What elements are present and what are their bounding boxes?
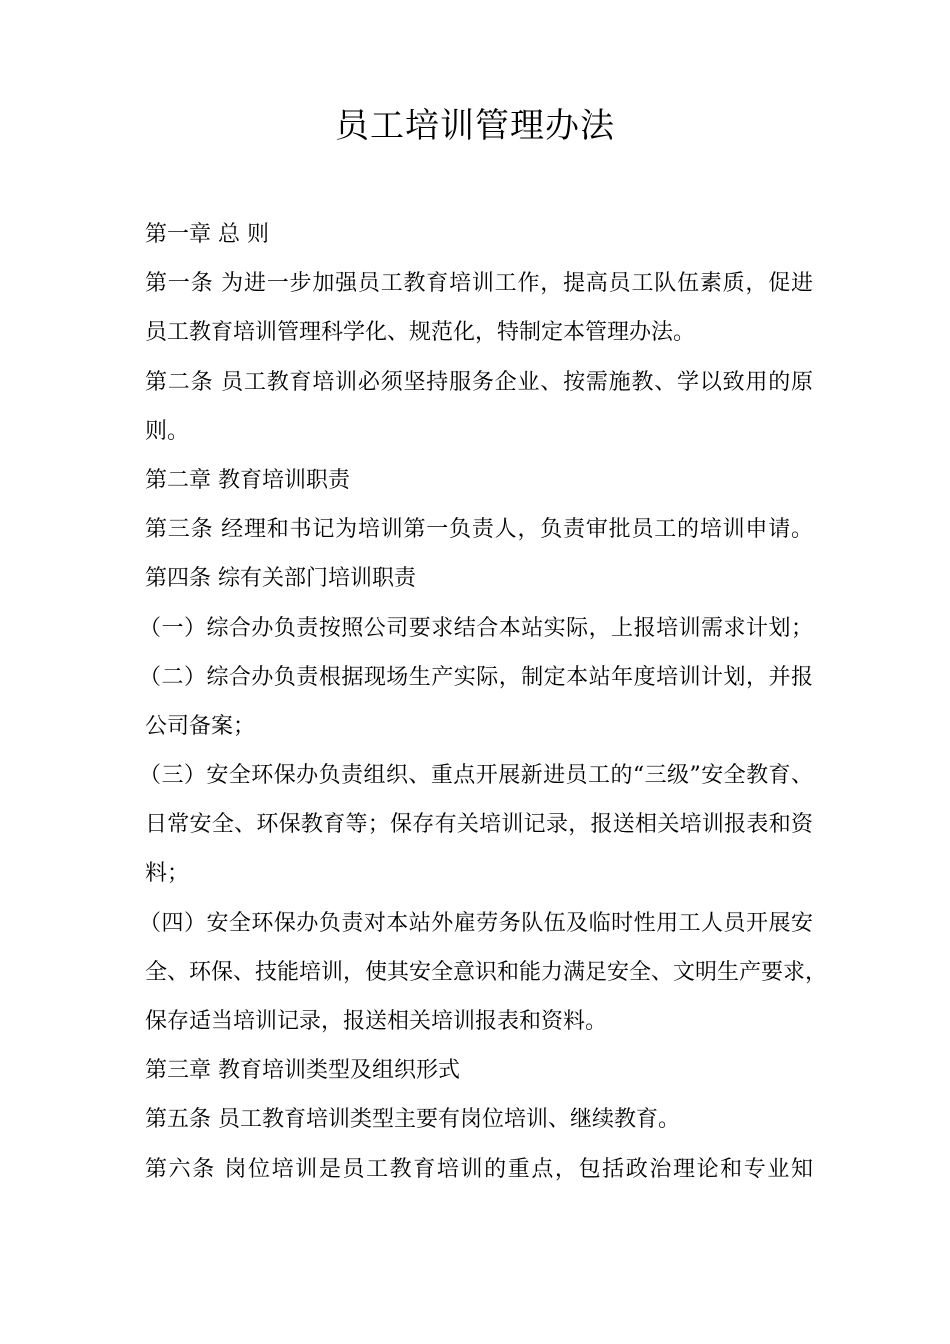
list-item-line: 公司备案； — [145, 713, 256, 739]
article-paragraph-line: 则。 — [145, 418, 190, 444]
list-item-line: （一）综合办负责按照公司要求结合本站实际，上报培训需求计划； — [139, 615, 813, 641]
list-item-line: （二）综合办负责根据现场生产实际，制定本站年度培训计划，并报 — [139, 664, 813, 690]
list-item-line: （四）安全环保办负责对本站外雇劳务队伍及临时性用工人员开展安 — [139, 910, 813, 936]
document-title: 员工培训管理办法 — [335, 106, 615, 146]
list-item-line: 保存适当培训记录，报送相关培训报表和资料。 — [145, 1009, 608, 1034]
chapter-heading: 第一章 总 则 — [145, 222, 269, 247]
article-paragraph-line: 第一条 为进一步加强员工教育培训工作，提高员工队伍素质，促进 — [145, 271, 813, 297]
list-item-line: 日常安全、环保教育等；保存有关培训记录，报送相关培训报表和资 — [145, 812, 813, 838]
list-item-line: 料； — [145, 861, 190, 887]
list-item-line: （三）安全环保办负责组织、重点开展新进员工的“三级”安全教育、 — [139, 763, 813, 789]
chapter-heading: 第三章 教育培训类型及组织形式 — [145, 1058, 460, 1084]
article-paragraph-line: 第六条 岗位培训是员工教育培训的重点，包括政治理论和专业知 — [145, 1156, 813, 1182]
document-body — [139, 210, 828, 1194]
article-paragraph-line: 第三条 经理和书记为培训第一负责人，负责审批员工的培训申请。 — [145, 517, 813, 543]
list-item-line: 全、环保、技能培训，使其安全意识和能力满足安全、文明生产要求， — [145, 959, 828, 985]
article-paragraph-line: 第五条 员工教育培训类型主要有岗位培训、继续教育。 — [145, 1107, 680, 1133]
chapter-heading: 第二章 教育培训职责 — [145, 467, 350, 493]
article-paragraph-line: 员工教育培训管理科学化、规范化，特制定本管理办法。 — [145, 320, 696, 346]
article-paragraph-line: 第二条 员工教育培训必须坚持服务企业、按需施教、学以致用的原 — [145, 369, 813, 395]
article-paragraph-line: 第四条 综有关部门培训职责 — [145, 566, 416, 592]
